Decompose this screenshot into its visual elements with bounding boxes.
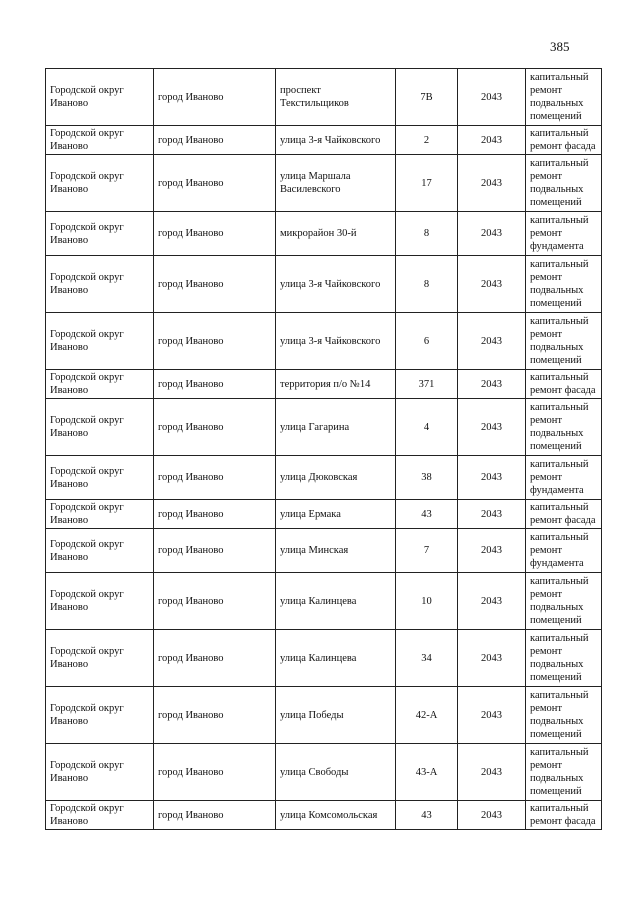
city-cell: город Иваново xyxy=(154,630,276,687)
house-number-cell: 34 xyxy=(396,630,458,687)
street-cell: улица Калинцева xyxy=(276,630,396,687)
table-row xyxy=(46,529,602,573)
street-cell: улица 3-я Чайковского xyxy=(276,256,396,313)
street-cell: улица 3-я Чайковского xyxy=(276,313,396,370)
work-type-cell: капитальный ремонт подвальных помещений xyxy=(526,69,602,126)
city-cell: город Иваново xyxy=(154,313,276,370)
city-cell: город Иваново xyxy=(154,529,276,573)
street-cell: улица Победы xyxy=(276,687,396,744)
city-cell: город Иваново xyxy=(154,573,276,630)
year-cell: 2043 xyxy=(458,155,526,212)
table-row xyxy=(46,687,602,744)
year-cell: 2043 xyxy=(458,370,526,399)
table-row xyxy=(46,399,602,456)
district-cell: Городской округ Иваново xyxy=(46,69,154,126)
year-cell: 2043 xyxy=(458,744,526,801)
city-cell: город Иваново xyxy=(154,256,276,313)
house-number-cell: 7 xyxy=(396,529,458,573)
work-type-cell: капитальный ремонт фундамента xyxy=(526,212,602,256)
year-cell: 2043 xyxy=(458,256,526,313)
table-row xyxy=(46,256,602,313)
street-cell: улица Маршала Василевского xyxy=(276,155,396,212)
table-row xyxy=(46,744,602,801)
city-cell: город Иваново xyxy=(154,744,276,801)
house-number-cell: 4 xyxy=(396,399,458,456)
city-cell: город Иваново xyxy=(154,687,276,744)
year-cell: 2043 xyxy=(458,126,526,155)
street-cell: улица Ермака xyxy=(276,500,396,529)
district-cell: Городской округ Иваново xyxy=(46,500,154,529)
work-type-cell: капитальный ремонт подвальных помещений xyxy=(526,313,602,370)
table-row xyxy=(46,456,602,500)
house-number-cell: 38 xyxy=(396,456,458,500)
street-cell: улица Комсомольская xyxy=(276,801,396,830)
district-cell: Городской округ Иваново xyxy=(46,456,154,500)
year-cell: 2043 xyxy=(458,573,526,630)
district-cell: Городской округ Иваново xyxy=(46,630,154,687)
work-type-cell: капитальный ремонт фасада xyxy=(526,500,602,529)
house-number-cell: 43 xyxy=(396,500,458,529)
house-number-cell: 43-А xyxy=(396,744,458,801)
table-row xyxy=(46,500,602,529)
work-type-cell: капитальный ремонт подвальных помещений xyxy=(526,256,602,313)
district-cell: Городской округ Иваново xyxy=(46,744,154,801)
table-row xyxy=(46,370,602,399)
city-cell: город Иваново xyxy=(154,370,276,399)
work-type-cell: капитальный ремонт подвальных помещений xyxy=(526,630,602,687)
table-row xyxy=(46,801,602,830)
year-cell: 2043 xyxy=(458,801,526,830)
work-type-cell: капитальный ремонт подвальных помещений xyxy=(526,687,602,744)
work-type-cell: капитальный ремонт фасада xyxy=(526,801,602,830)
work-type-cell: капитальный ремонт подвальных помещений xyxy=(526,744,602,801)
street-cell: улица 3-я Чайковского xyxy=(276,126,396,155)
street-cell: улица Свободы xyxy=(276,744,396,801)
house-number-cell: 42-А xyxy=(396,687,458,744)
city-cell: город Иваново xyxy=(154,399,276,456)
year-cell: 2043 xyxy=(458,687,526,744)
street-cell: улица Калинцева xyxy=(276,573,396,630)
year-cell: 2043 xyxy=(458,313,526,370)
street-cell: территория п/о №14 xyxy=(276,370,396,399)
house-number-cell: 371 xyxy=(396,370,458,399)
district-cell: Городской округ Иваново xyxy=(46,687,154,744)
district-cell: Городской округ Иваново xyxy=(46,370,154,399)
street-cell: улица Дюковская xyxy=(276,456,396,500)
street-cell: улица Минская xyxy=(276,529,396,573)
work-type-cell: капитальный ремонт фундамента xyxy=(526,529,602,573)
work-type-cell: капитальный ремонт подвальных помещений xyxy=(526,155,602,212)
house-number-cell: 17 xyxy=(396,155,458,212)
district-cell: Городской округ Иваново xyxy=(46,126,154,155)
house-number-cell: 8 xyxy=(396,212,458,256)
table-row xyxy=(46,630,602,687)
street-cell: проспект Текстильщиков xyxy=(276,69,396,126)
house-number-cell: 43 xyxy=(396,801,458,830)
page-number: 385 xyxy=(550,39,570,54)
work-type-cell: капитальный ремонт фасада xyxy=(526,370,602,399)
district-cell: Городской округ Иваново xyxy=(46,399,154,456)
house-number-cell: 7В xyxy=(396,69,458,126)
district-cell: Городской округ Иваново xyxy=(46,529,154,573)
street-cell: микрорайон 30-й xyxy=(276,212,396,256)
year-cell: 2043 xyxy=(458,399,526,456)
city-cell: город Иваново xyxy=(154,212,276,256)
year-cell: 2043 xyxy=(458,630,526,687)
city-cell: город Иваново xyxy=(154,801,276,830)
district-cell: Городской округ Иваново xyxy=(46,313,154,370)
work-type-cell: капитальный ремонт подвальных помещений xyxy=(526,399,602,456)
year-cell: 2043 xyxy=(458,529,526,573)
year-cell: 2043 xyxy=(458,456,526,500)
work-type-cell: капитальный ремонт фасада xyxy=(526,126,602,155)
table-row xyxy=(46,573,602,630)
house-number-cell: 2 xyxy=(396,126,458,155)
repair-schedule-table xyxy=(45,68,602,830)
house-number-cell: 6 xyxy=(396,313,458,370)
work-type-cell: капитальный ремонт подвальных помещений xyxy=(526,573,602,630)
work-type-cell: капитальный ремонт фундамента xyxy=(526,456,602,500)
table-row xyxy=(46,69,602,126)
house-number-cell: 10 xyxy=(396,573,458,630)
table-row xyxy=(46,155,602,212)
house-number-cell: 8 xyxy=(396,256,458,313)
year-cell: 2043 xyxy=(458,500,526,529)
city-cell: город Иваново xyxy=(154,69,276,126)
table-row xyxy=(46,313,602,370)
city-cell: город Иваново xyxy=(154,456,276,500)
table-row xyxy=(46,212,602,256)
year-cell: 2043 xyxy=(458,212,526,256)
table-row xyxy=(46,126,602,155)
street-cell: улица Гагарина xyxy=(276,399,396,456)
district-cell: Городской округ Иваново xyxy=(46,573,154,630)
district-cell: Городской округ Иваново xyxy=(46,256,154,313)
city-cell: город Иваново xyxy=(154,155,276,212)
city-cell: город Иваново xyxy=(154,500,276,529)
district-cell: Городской округ Иваново xyxy=(46,212,154,256)
city-cell: город Иваново xyxy=(154,126,276,155)
year-cell: 2043 xyxy=(458,69,526,126)
district-cell: Городской округ Иваново xyxy=(46,801,154,830)
district-cell: Городской округ Иваново xyxy=(46,155,154,212)
